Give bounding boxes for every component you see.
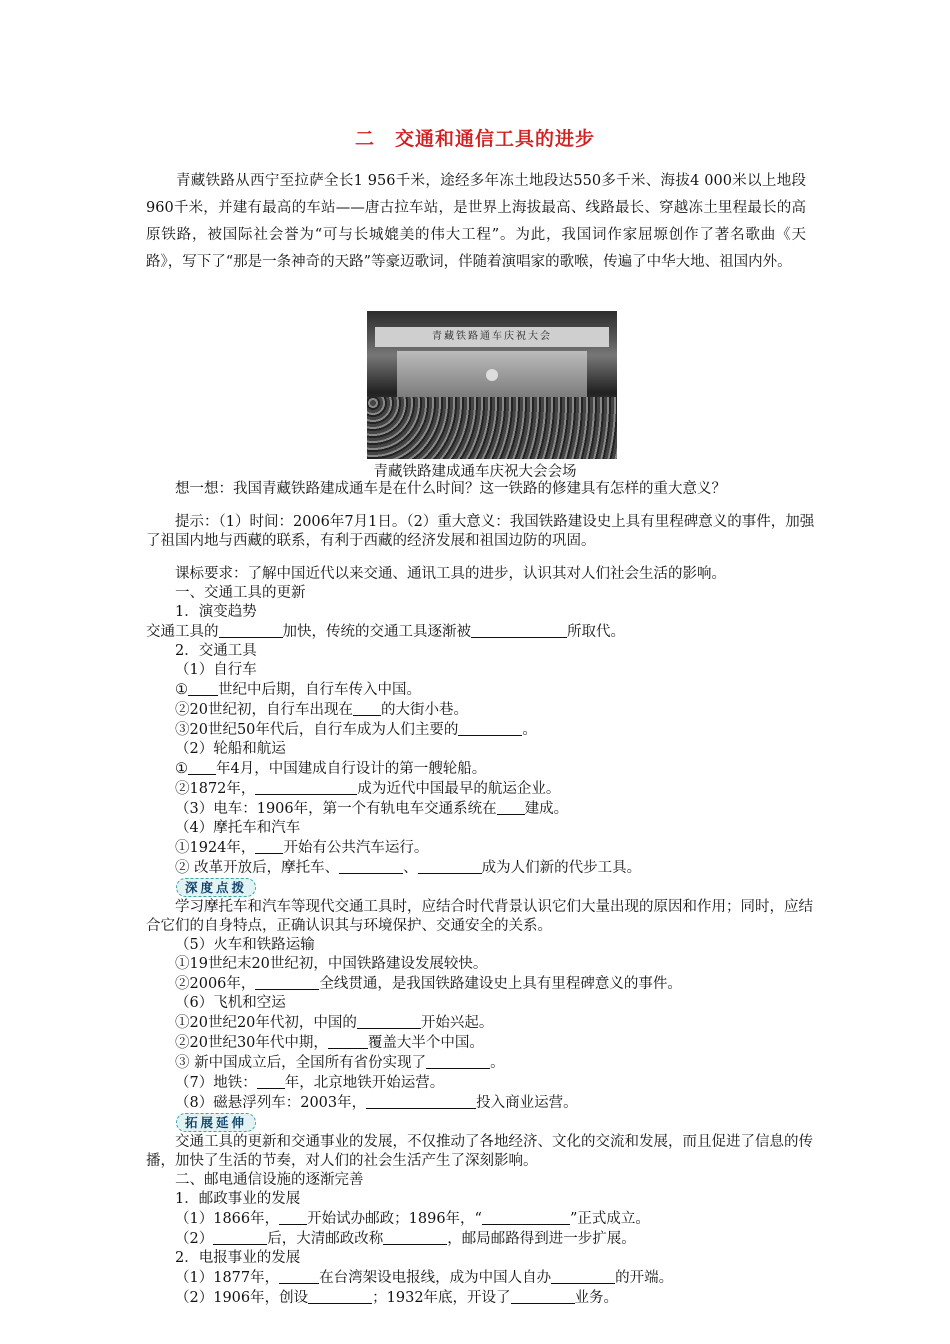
item-heading: （1）自行车 [175,662,257,678]
item-heading: （5）火车和铁路运输 [175,937,315,953]
item-heading: （6）飞机和空运 [175,995,286,1011]
ceremony-photo [367,311,617,459]
subsection-heading: 2．交通工具 [175,643,257,659]
fill-line: ③ 新中国成立后，全国所有省份实现了 。 [175,1055,505,1071]
emblem-icon [486,369,498,381]
fill-line: ② 改革开放后，摩托车、 、 成为人们新的代步工具。 [175,860,642,876]
content-body [146,480,818,1308]
answer-blank[interactable] [255,779,357,795]
answer-blank[interactable] [458,720,522,736]
photo-caption: 青藏铁路建成通车庆祝大会会场 [373,464,577,480]
answer-blank[interactable] [255,838,283,854]
list-item: ①19世纪末20世纪初，中国铁路建设发展较快。 [175,956,488,972]
answer-blank[interactable] [482,1209,570,1225]
photo-crowd [367,397,617,459]
answer-blank[interactable] [551,1268,615,1284]
answer-blank[interactable] [188,680,218,696]
fill-line: ①20世纪20年代初，中国的 开始兴起。 [175,1015,494,1031]
fill-line: （2） 后，大清邮政改称 ，邮局邮路得到进一步扩展。 [175,1231,636,1247]
intro-paragraph: 青藏铁路从西宁至拉萨全长1 956千米，途经多年冻土地段达550多千米、海拔4 000米以上地段960千米，并建有最高的车站——唐古拉车站，是世界上海拔最高、线路最长、穿越冻土里程最长的高原铁路，被国际社会誉为“可与长城媲美的伟大工程”。为此，我国词作家屈塬创作了著名歌曲《天路》，写下了“那是一条神奇的天路”等豪迈歌词，伴随着演唱家的歌喉，传遍了中华大地、祖国内外。 [146,173,806,270]
answer-blank[interactable] [339,858,403,874]
answer-blank[interactable] [257,1073,285,1089]
fill-line: （7）地铁： 年，北京地铁开始运营。 [175,1075,445,1091]
curriculum-requirement: 课标要求：了解中国近代以来交通、通讯工具的进步，认识其对人们社会生活的影响。 [175,566,726,582]
fill-line: （1）1866年， 开始试办邮政；1896年，“ ”正式成立。 [175,1211,650,1227]
answer-blank[interactable] [497,799,525,815]
item-heading: （4）摩托车和汽车 [175,820,301,836]
answer-blank[interactable] [426,1053,490,1069]
tip-badge-row [146,1113,818,1133]
subsection-heading: 2．电报事业的发展 [175,1250,301,1266]
answer-blank[interactable] [213,1229,267,1245]
fill-line: ②1872年， 成为近代中国最早的航运企业。 [175,781,561,797]
answer-blank[interactable] [353,700,381,716]
answer-blank[interactable] [511,1288,575,1304]
fill-line: （1）1877年， 在台湾架设电报线，成为中国人自办 的开端。 [175,1270,674,1286]
tip-badge: 深度点拨 [176,878,256,897]
fill-line: ① 年4月，中国建成自行设计的第一艘轮船。 [175,761,487,777]
answer-blank[interactable] [383,1229,447,1245]
tip-badge: 拓展延伸 [176,1113,256,1132]
think-question: 想一想：我国青藏铁路建成通车是在什么时间？这一铁路的修建具有怎样的重大意义？ [175,481,726,497]
answer-blank[interactable] [279,1209,307,1225]
hint-answer: 提示：（1）时间：2006年7月1日。（2）重大意义：我国铁路建设史上具有里程碑意义的事件，加强了祖国内地与西藏的联系，有利于西藏的经济发展和祖国边防的巩固。 [146,514,815,549]
answer-blank[interactable] [255,974,319,990]
fill-line: （3）电车：1906年，第一个有轨电车交通系统在 建成。 [175,801,569,817]
photo-banner: 青藏铁路通车庆祝大会 [375,327,609,347]
fill-line: 交通工具的 加快，传统的交通工具逐渐被 所取代。 [146,624,625,640]
answer-blank[interactable] [418,858,482,874]
answer-blank[interactable] [219,622,283,638]
fill-line: （8）磁悬浮列车：2003年， 投入商业运营。 [175,1095,578,1111]
answer-blank[interactable] [279,1268,319,1284]
answer-blank[interactable] [357,1013,421,1029]
fill-line: ②20世纪30年代中期， 覆盖大半个中国。 [175,1035,484,1051]
fill-line: ①1924年， 开始有公共汽车运行。 [175,840,429,856]
answer-blank[interactable] [366,1093,476,1109]
answer-blank[interactable] [471,622,567,638]
tip-text: 学习摩托车和汽车等现代交通工具时，应结合时代背景认识它们大量出现的原因和作用；同时，应结合它们的自身特点，正确认识其与环境保护、交通安全的关系。 [146,899,813,934]
answer-blank[interactable] [188,759,216,775]
fill-line: ① 世纪中后期，自行车传入中国。 [175,682,421,698]
fill-line: ③20世纪50年代后，自行车成为人们主要的 。 [175,722,537,738]
fill-line: （2）1906年，创设 ；1932年底，开设了 业务。 [175,1290,619,1306]
subsection-heading: 1．邮政事业的发展 [175,1191,301,1207]
subsection-heading: 1．演变趋势 [175,604,257,620]
fill-line: ②2006年， 全线贯通，是我国铁路建设史上具有里程碑意义的事件。 [175,976,682,992]
lesson-title: 二 交通和通信工具的进步 [354,128,595,150]
tip-badge-row [146,878,818,898]
answer-blank[interactable] [328,1033,368,1049]
fill-line: ②20世纪初，自行车出现在 的大街小巷。 [175,702,468,718]
item-heading: （2）轮船和航运 [175,741,286,757]
tip-text: 交通工具的更新和交通事业的发展，不仅推动了各地经济、文化的交流和发展，而且促进了信息的传播，加快了生活的节奏，对人们的社会生活产生了深刻影响。 [146,1134,813,1169]
section-heading: 二、邮电通信设施的逐渐完善 [175,1172,364,1188]
answer-blank[interactable] [308,1288,372,1304]
section-heading: 一、交通工具的更新 [175,585,306,601]
